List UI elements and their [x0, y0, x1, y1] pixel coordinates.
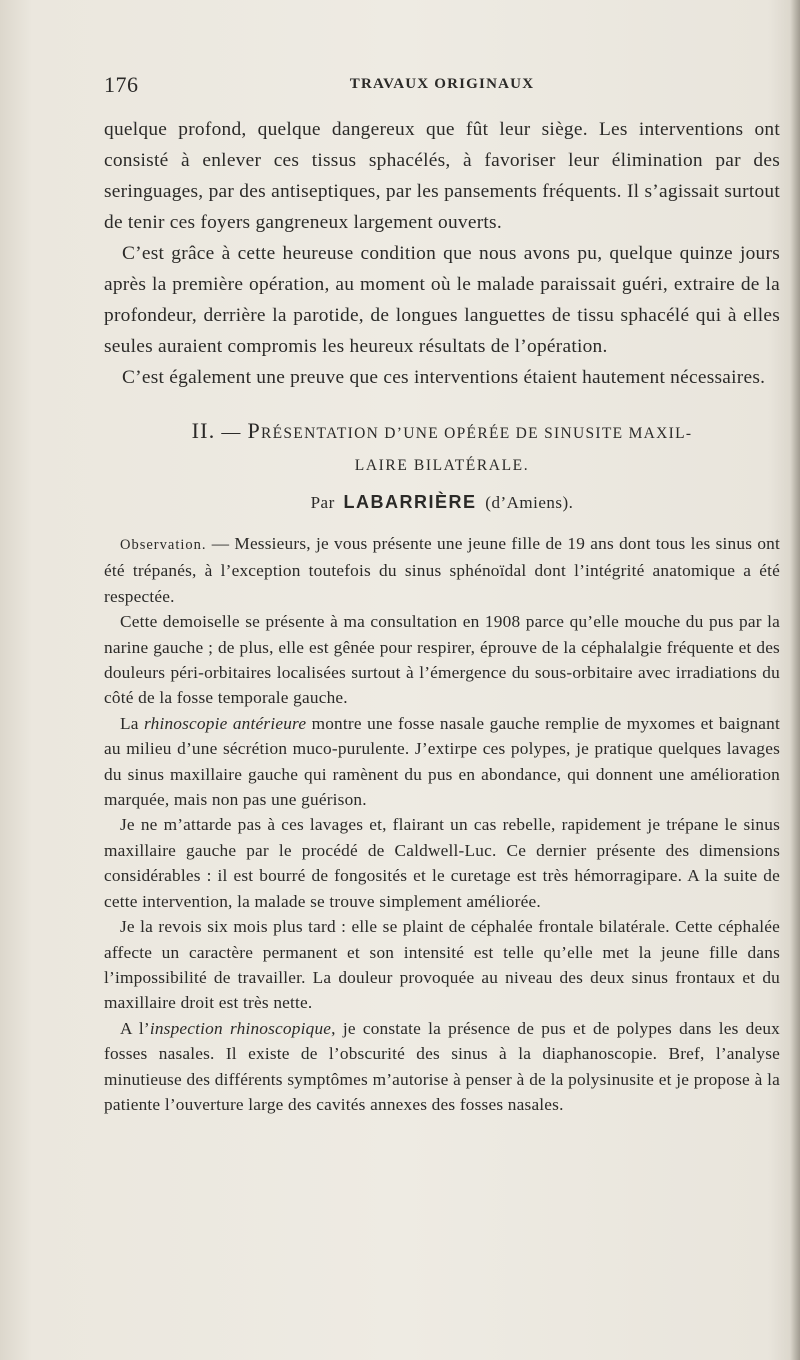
observation-paragraph-6-text: , je constate la présence de pus et de polypes dans les deux fosses nasales. Il existe de l’obscurité des sinus à la diaphanoscopie. Bref, l’analyse minutieuse des différents symptômes m’autorise à penser à de la polysinusite et je propose à la patiente l’ouverture large des cavités annexes des fosses nasales.: [104, 1018, 781, 1114]
observation-label: Observation.: [120, 537, 207, 553]
observation-paragraph-4: Je ne m’attarde pas à ces lavages et, flairant un cas rebelle, rapidement je trépane le sinus maxillaire gauche par le procédé de Caldwell-Luc. Ce dernier présente des dimensions considérables : il est bourré de fongosités et le curetage est très hémorragipare. A la suite de cette intervention, la malade se trouve simplement améliorée.: [104, 815, 780, 911]
author-name: LABARRIÈRE: [343, 492, 477, 512]
intro-paragraph-3: C’est également une preuve que ces interventions étaient hautement nécessaires.: [122, 367, 766, 388]
observation-paragraph-5: Je la revois six mois plus tard : elle se plaint de céphalée frontale bilatérale. Cette céphalée affecte un caractère permanent et son intensité est telle qu’elle met la jeune fille dans l’impossibilité de travailler. La douleur provoquée au niveau des deux sinus frontaux et du maxillaire droit est très nette.: [104, 917, 780, 1013]
observation-paragraph-6-prefix: A l’: [120, 1018, 150, 1038]
section-title-line-1: RÉSENTATION D’UNE OPÉRÉE DE SINUSITE MAXIL-: [260, 425, 693, 442]
byline-prefix: Par: [310, 493, 335, 512]
observation-paragraph-1: [104, 531, 780, 609]
section-heading: [104, 415, 780, 482]
intro-paragraph-2: C’est grâce à cette heureuse condition que nous avons pu, quelque quinze jours après la première opération, au moment où le malade paraissait guéri, extraire de la profondeur, derrière la parotide, de longues languettes de tissu sphacélé qui à elles seules auraient compromis les heureux résultats de l’opération.: [104, 243, 780, 357]
byline: [104, 488, 780, 517]
observation-paragraph-3-italic: rhinoscopie antérieure: [144, 713, 307, 733]
page-number: 176: [104, 72, 139, 97]
observation-paragraph-3-prefix: La: [120, 713, 144, 733]
intro-paragraph-1: quelque profond, quelque dangereux que fût leur siège. Les interventions ont consisté à enlever ces tissus sphacélés, à favoriser leur élimination par des seringuages, par des antiseptiques, par les pansements fréquents. Il s’agissait surtout de tenir ces foyers gangreneux largement ouverts.: [104, 119, 780, 233]
observation-paragraph-6-italic: inspection rhinoscopique: [149, 1018, 332, 1038]
journal-title: TRAVAUX ORIGINAUX: [349, 76, 535, 92]
observation-paragraph-3: [104, 711, 780, 813]
observation-paragraph-1-text: — Messieurs, je vous présente une jeune fille de 19 ans dont tous les sinus ont été trépanés, à l’exception toutefois du sinus sphénoïdal dont l’intégrité anatomique a été respectée.: [104, 534, 780, 606]
observation-paragraph-6: [104, 1016, 780, 1118]
section-title-initial: P: [247, 418, 261, 443]
page-edge-shadow: [790, 0, 800, 1360]
author-affiliation: (d’Amiens).: [485, 493, 574, 512]
section-title-line-2: LAIRE BILATÉRALE.: [354, 457, 530, 474]
section-dash: —: [221, 422, 242, 443]
running-head: [104, 72, 780, 106]
section-numeral: II.: [191, 418, 216, 443]
observation-paragraph-2: Cette demoiselle se présente à ma consultation en 1908 parce qu’elle mouche du pus par la narine gauche ; de plus, elle est gênée pour respirer, éprouve de la céphalalgie fréquente et des douleurs péri-orbitaires localisées surtout à l’émergence du sous-orbitaire avec irradiations du côté de la fosse temporale gauche.: [104, 612, 780, 708]
observation-paragraph-3-text: montre une fosse nasale gauche remplie de myxomes et baignant au milieu d’une sécrétion muco-purulente. J’extirpe ces polypes, je pratique quelques lavages du sinus maxillaire gauche qui ramènent du pus en abondance, qui donnent une amélioration marquée, mais non pas une guérison.: [104, 713, 781, 810]
page-content: [104, 72, 780, 1117]
